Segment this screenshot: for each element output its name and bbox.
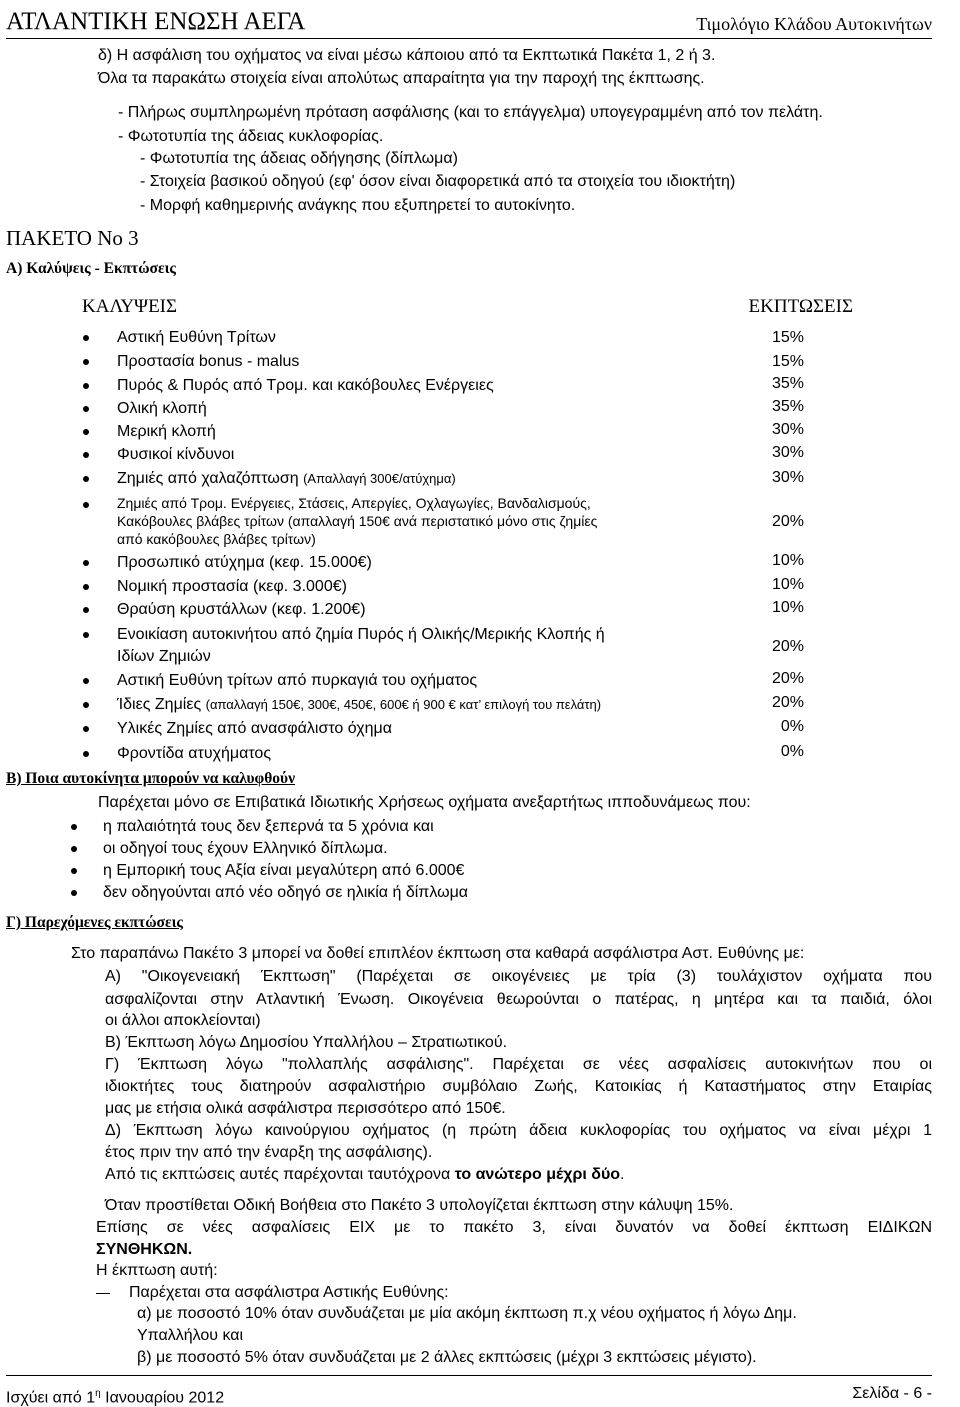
family-discount-line: Α) "Οικογενειακή Έκπτωση" (Παρέχεται σε οικογένειες με τρία (3) τουλάχιστον οχήματα που (105, 968, 932, 985)
table-row (80, 422, 856, 445)
multi-insurance-line: μας με ετήσια ολικά ασφάλιστρα περισσότερο από 150€. (105, 1100, 506, 1117)
discount-column-header: ΕΚΠΤΩΣΕΙΣ (748, 296, 853, 317)
page-number: Σελίδα - 6 - (852, 1385, 932, 1402)
page-footer (6, 1375, 932, 1407)
coverage-label-line: Ιδίων Ζημιών (117, 648, 211, 665)
discount-value: 35% (771, 375, 804, 392)
discount-value: 20% (771, 513, 804, 530)
list-item-text: δεν οδηγούνται από νέο οδηγό σε ηλικία ή δίπλωμα (103, 884, 469, 901)
coverage-label: Μερική κλοπή (117, 423, 216, 440)
bullet-icon (83, 632, 89, 638)
multi-insurance-line: ιδιοκτήτες τους διατηρούν ασφαλιστήριο συμβόλαιο Ζωής, Κατοικίας ή Καταστήματος στην Εταιρίας (105, 1078, 932, 1095)
validity-date (6, 1384, 224, 1407)
list-item-text: η Εμπορική τους Αξία είναι μεγαλύτερη από 6.000€ (103, 862, 465, 879)
coverage-label (117, 469, 456, 488)
table-row (80, 600, 856, 625)
discount-is-label: Η έκπτωση αυτή: (96, 1262, 218, 1279)
page-header (6, 8, 932, 39)
table-row (80, 469, 856, 494)
rate-alpha-line: α) με ποσοστό 10% όταν συνδυάζεται με μία ακόμη έκπτωση π.χ νέου οχήματος ή λόγω Δημ. (137, 1305, 797, 1322)
coverage-label-main: Ίδιες Ζημίες (117, 696, 206, 713)
document-name: Τιμολόγιο Κλάδου Αυτοκινήτων (696, 14, 932, 34)
family-discount-line: οι άλλοι αποκλείονται) (105, 1012, 261, 1029)
bullet-icon (83, 678, 89, 684)
table-row (80, 352, 856, 376)
section-b-heading: Β) Ποια αυτοκίνητα μπορούν να καλυφθούν (6, 770, 296, 787)
bullet-icon (83, 359, 89, 365)
bullet-icon (83, 607, 89, 613)
discount-value: 15% (771, 329, 804, 346)
intro-dash-item: - Φωτοτυπία της άδειας κυκλοφορίας. (118, 128, 384, 145)
table-row (80, 577, 856, 600)
multi-insurance-line: Γ) Έκπτωση λόγω "πολλαπλής ασφάλισης". Παρέχεται σε νέες ασφαλίσεις αυτοκινήτων που οι (105, 1056, 932, 1073)
discount-value: 35% (771, 398, 804, 415)
discount-value: 30% (771, 421, 804, 438)
discount-value: 20% (771, 694, 804, 711)
coverage-table (80, 294, 856, 768)
bullet-icon (83, 335, 89, 341)
table-row (80, 695, 856, 719)
provided-on-label: Παρέχεται στα ασφάλιστρα Αστικής Ευθύνης: (129, 1284, 449, 1301)
section-c-intro: Στο παραπάνω Πακέτο 3 μπορεί να δοθεί επιπλέον έκπτωση στα καθαρά ασφάλιστρα Αστ. Ευθύνης με: (71, 945, 805, 962)
coverage-label: Πυρός & Πυρός από Τρομ. και κακόβουλες Ενέργειες (117, 377, 494, 394)
coverage-label: Νομική προστασία (κεφ. 3.000€) (117, 578, 347, 595)
bullet-icon (83, 429, 89, 435)
intro-dash-item: - Στοιχεία βασικού οδηγού (εφ' όσον είναι διαφορετικά από τα στοιχεία του ιδιοκτήτη) (140, 173, 736, 190)
roadside-assistance-note: Όταν προστίθεται Οδική Βοήθεια στο Πακέτο 3 υπολογίζεται έκπτωση στην κάλυψη 15%. (105, 1197, 734, 1214)
discount-value: 0% (780, 743, 804, 760)
validity-post: Ιανουαρίου 2012 (100, 1389, 225, 1407)
section-a-heading: Α) Καλύψεις - Εκπτώσεις (6, 260, 176, 277)
civil-servant-discount: Β) Έκπτωση λόγω Δημοσίου Υπαλλήλου – Στρατιωτικού. (105, 1034, 508, 1051)
bullet-icon (71, 824, 77, 830)
bullet-icon (71, 846, 77, 852)
table-row (80, 328, 856, 352)
bullet-icon (83, 476, 89, 482)
discount-value: 10% (771, 576, 804, 593)
coverage-label: Ολική κλοπή (117, 400, 207, 417)
coverage-label-line: Κακόβουλες βλάβες τρίτων (απαλλαγή 150€ ανά περιστατικό μόνο στις ζημίες (117, 513, 598, 529)
bullet-icon (83, 751, 89, 757)
table-row (80, 744, 856, 768)
coverage-label-line: από κακόβουλες βλάβες τρίτων) (117, 531, 316, 547)
validity-sup: η (95, 1388, 101, 1399)
bullet-icon (71, 868, 77, 874)
coverage-label-note: (Απαλλαγή 300€/ατύχημα) (303, 471, 456, 486)
rate-beta-line: β) με ποσοστό 5% όταν συνδυάζεται με 2 άλλες εκπτώσεις (μέχρι 3 εκπτώσεις μέγιστο). (137, 1349, 757, 1366)
coverage-label: Αστική Ευθύνη τρίτων από πυρκαγιά του οχήματος (117, 672, 478, 689)
section-c-heading: Γ) Παρεχόμενες εκπτώσεις (6, 914, 183, 931)
bullet-icon (83, 702, 89, 708)
discount-value: 20% (771, 670, 804, 687)
intro-line-docs: Όλα τα παρακάτω στοιχεία είναι απολύτως απαραίτητα για την παροχή της έκπτωσης. (98, 70, 705, 87)
intro-line-d: δ) Η ασφάλιση του οχήματος να είναι μέσω κάποιου από τα Εκπτωτικά Πακέτα 1, 2 ή 3. (98, 47, 716, 64)
package-title: ΠΑΚΕΤΟ Νο 3 (6, 226, 139, 250)
coverage-label: Προσωπικό ατύχημα (κεφ. 15.000€) (117, 554, 372, 571)
combination-note-post: . (620, 1166, 625, 1183)
bullet-icon (83, 502, 89, 508)
coverage-label: Αστική Ευθύνη Τρίτων (117, 329, 276, 346)
special-conditions-line: ΣΥΝΘΗΚΩΝ. (96, 1241, 193, 1258)
table-row (80, 671, 856, 695)
coverage-label: Προστασία bonus - malus (117, 353, 300, 370)
combination-note-bold: το ανώτερο μέχρι δύο (454, 1166, 621, 1183)
table-row (80, 399, 856, 422)
list-item-text: οι οδηγοί τους έχουν Ελληνικό δίπλωμα. (103, 840, 388, 857)
discount-value: 10% (771, 552, 804, 569)
coverage-label-line: Ενοικίαση αυτοκινήτου από ζημία Πυρός ή Ολικής/Μερικής Κλοπής ή (117, 626, 605, 643)
bullet-icon (83, 406, 89, 412)
coverage-label: Φυσικοί κίνδυνοι (117, 446, 235, 463)
intro-dash-item: - Φωτοτυπία της άδειας οδήγησης (δίπλωμα) (140, 150, 458, 167)
combination-note (105, 1165, 624, 1184)
coverage-label (117, 695, 601, 714)
discount-value: 10% (771, 599, 804, 616)
discount-value: 20% (771, 638, 804, 655)
bullet-icon (71, 890, 77, 896)
rate-alpha-line: Υπαλλήλου και (137, 1327, 244, 1344)
coverage-label: Φροντίδα ατυχήματος (117, 745, 272, 762)
intro-dash-item: - Μορφή καθημερινής ανάγκης που εξυπηρετεί το αυτοκίνητο. (140, 197, 576, 214)
combination-note-pre: Από τις εκπτώσεις αυτές παρέχονται ταυτόχρονα (105, 1166, 455, 1183)
discount-value: 15% (771, 353, 804, 370)
bullet-icon (83, 560, 89, 566)
intro-dash-item: - Πλήρως συμπληρωμένη πρόταση ασφάλισης (και το επάγγελμα) υπογεγραμμένη από τον πελάτη. (118, 104, 823, 121)
validity-pre: Ισχύει από 1 (6, 1389, 96, 1407)
discount-value: 30% (771, 469, 804, 486)
table-row (80, 494, 856, 553)
bullet-icon (83, 726, 89, 732)
coverage-label: Θραύση κρυστάλλων (κεφ. 1.200€) (117, 601, 366, 618)
coverage-label-note: (απαλλαγή 150€, 300€, 450€, 600€ ή 900 € κατ’ επιλογή του πελάτη) (205, 697, 602, 712)
new-vehicle-line: έτος πριν την από την έναρξη της ασφάλισης). (105, 1144, 433, 1161)
table-header (80, 294, 856, 320)
bullet-icon (83, 383, 89, 389)
coverage-label: Υλικές Ζημίες από ανασφάλιστο όχημα (117, 720, 392, 737)
table-row (80, 625, 856, 671)
company-title: ΑΤΛΑΝΤΙΚΗ ΕΝΩΣΗ ΑΕΓΑ (6, 8, 306, 35)
table-row (80, 719, 856, 744)
section-b-intro: Παρέχεται μόνο σε Επιβατικά Ιδιωτικής Χρήσεως οχήματα ανεξαρτήτως ιπποδυνάμεως που: (98, 794, 751, 811)
table-row (80, 553, 856, 577)
discount-value: 0% (780, 718, 804, 735)
discount-value: 30% (771, 444, 804, 461)
coverage-label-main: Ζημιές από χαλαζόπτωση (117, 470, 304, 487)
special-conditions-line: Επίσης σε νέες ασφαλίσεις ΕΙΧ με το πακέτο 3, είναι δυνατόν να δοθεί έκπτωση ΕΙΔΙΚΩΝ (96, 1219, 932, 1236)
coverage-column-header: ΚΑΛΥΨΕΙΣ (82, 296, 178, 317)
coverage-label-line: Ζημιές από Τρομ. Ενέργειες, Στάσεις, Απεργίες, Οχλαγωγίες, Βανδαλισμούς, (117, 495, 591, 511)
bullet-icon (83, 452, 89, 458)
dash-icon (96, 1293, 110, 1295)
table-row (80, 445, 856, 469)
new-vehicle-line: Δ) Έκπτωση λόγω καινούργιου οχήματος (η πρώτη άδεια κυκλοφορίας του οχήματος να είναι μέχρι 1 (105, 1122, 932, 1139)
bullet-icon (83, 584, 89, 590)
table-row (80, 376, 856, 399)
family-discount-line: ασφαλίζονται στην Ατλαντική Ένωση. Οικογένεια θεωρούνται ο πατέρας, η μητέρα και τα παιδιά, όλοι (105, 991, 932, 1008)
list-item-text: η παλαιότητά τους δεν ξεπερνά τα 5 χρόνια και (103, 818, 434, 835)
